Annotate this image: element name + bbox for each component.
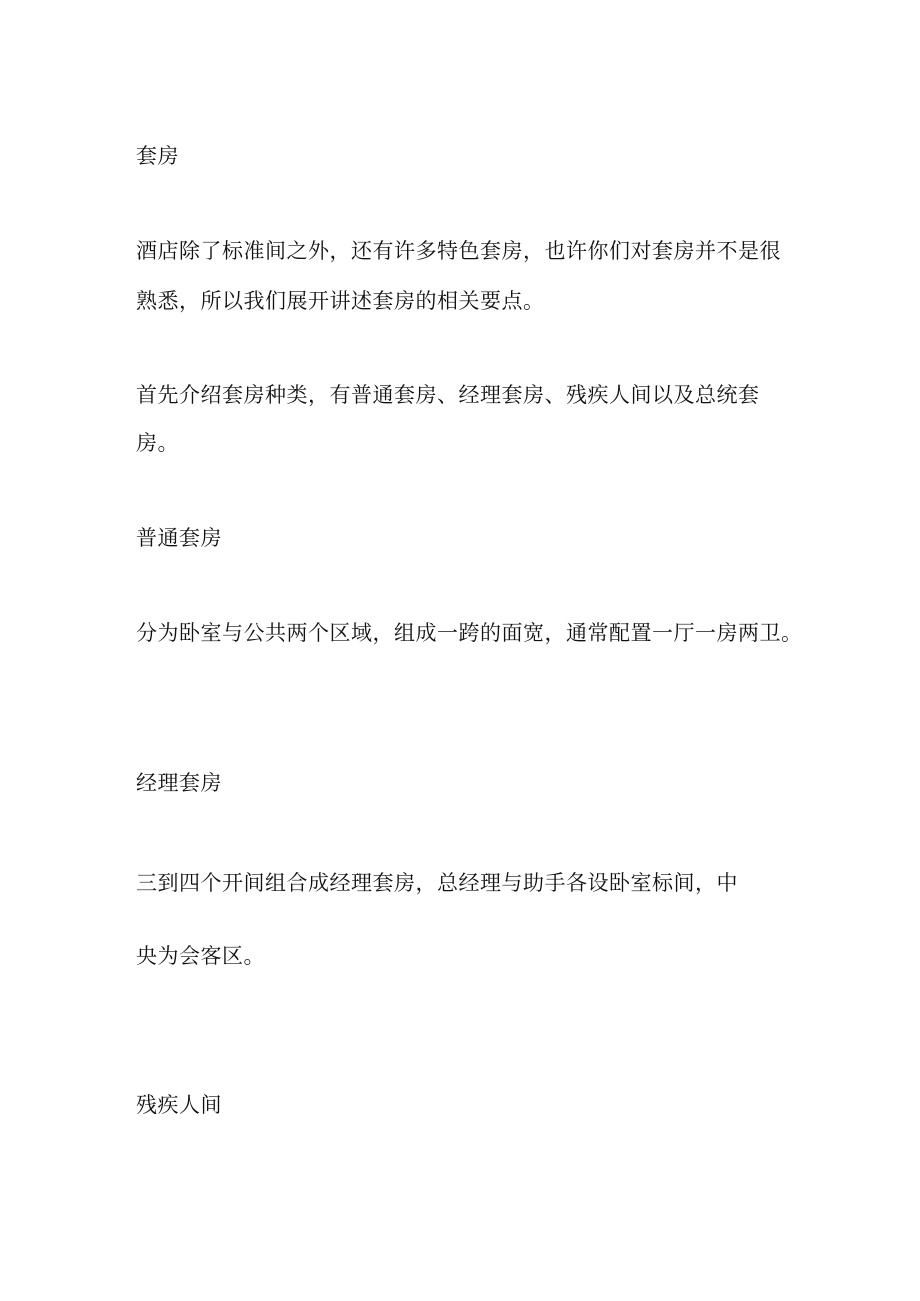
manager-suite-line-2: 央为会客区。 [136, 944, 265, 968]
intro-paragraph-line-1: 酒店除了标准间之外，还有许多特色套房，也许你们对套房并不是很 [136, 239, 781, 263]
section-heading-standard-suite: 普通套房 [136, 526, 222, 550]
intro-paragraph-line-2: 熟悉，所以我们展开讲述套房的相关要点。 [136, 289, 545, 313]
types-paragraph-line-2: 房。 [136, 431, 179, 455]
types-paragraph-line-1: 首先介绍套房种类，有普通套房、经理套房、残疾人间以及总统套 [136, 383, 760, 407]
standard-suite-description: 分为卧室与公共两个区域，组成一跨的面宽，通常配置一厅一房两卫。 [136, 621, 803, 645]
manager-suite-line-1: 三到四个开间组合成经理套房，总经理与助手各设卧室标间，中 [136, 871, 738, 895]
section-heading-manager-suite: 经理套房 [136, 771, 222, 795]
section-heading-disabled-room: 残疾人间 [136, 1093, 222, 1117]
section-heading-suite: 套房 [136, 144, 179, 168]
